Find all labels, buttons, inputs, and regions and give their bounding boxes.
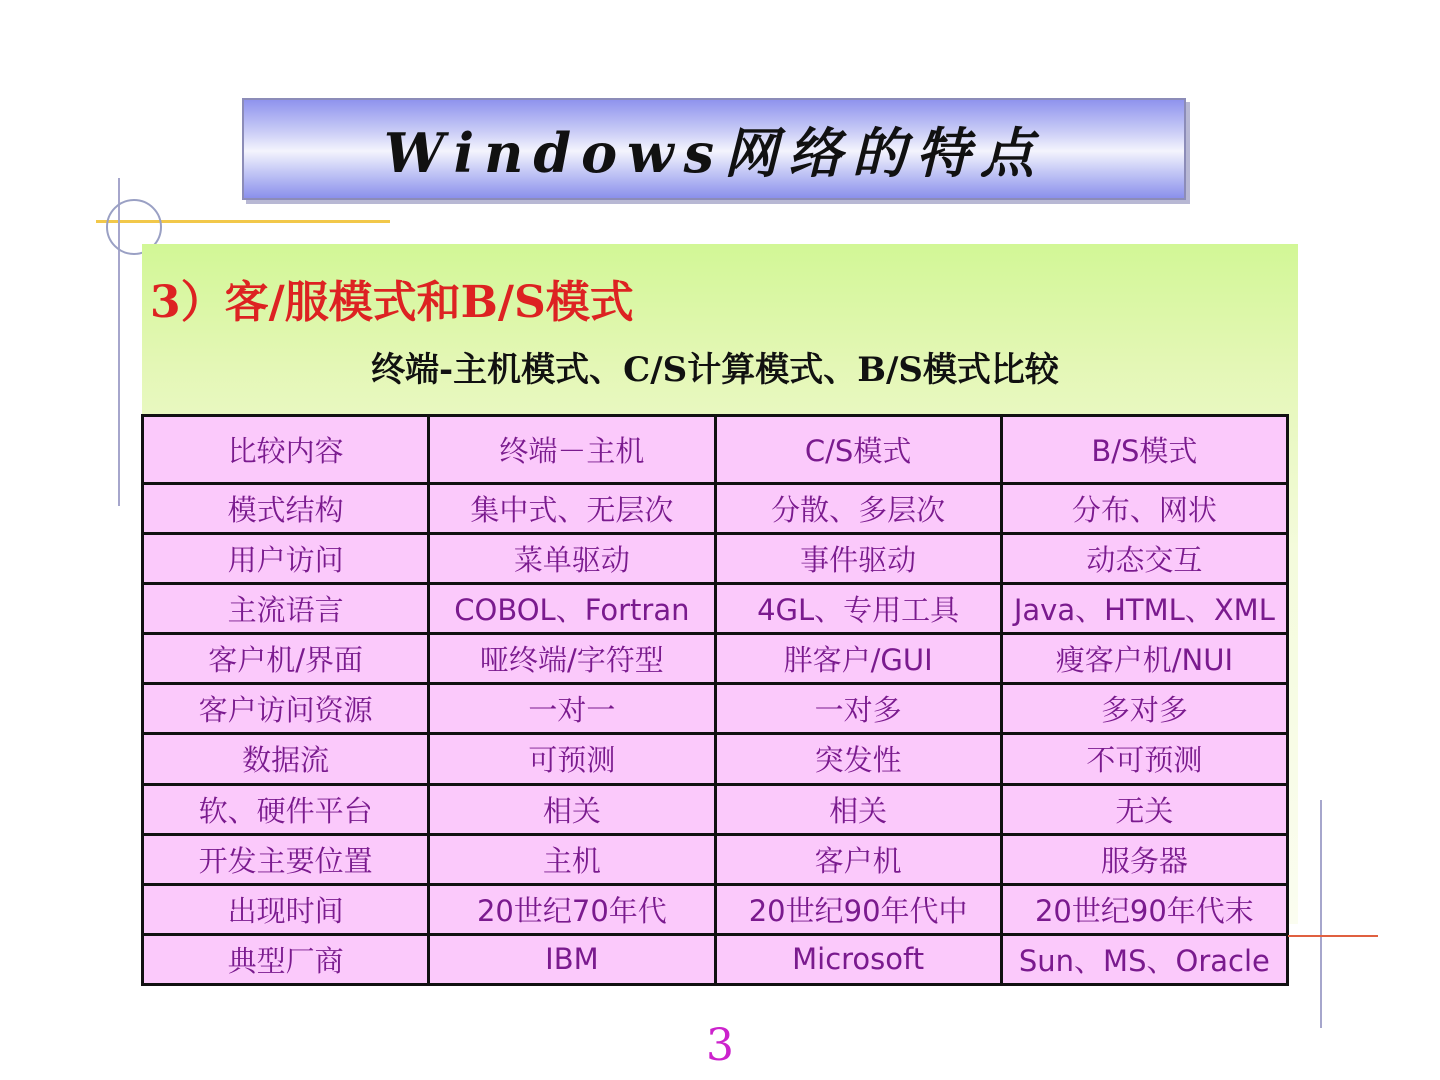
table-cell: 菜单驱动 xyxy=(429,533,715,583)
table-cell: 哑终端/字符型 xyxy=(429,634,715,684)
table-cell: 动态交互 xyxy=(1001,533,1287,583)
table-cell: COBOL、Fortran xyxy=(429,584,715,634)
table-cell: 相关 xyxy=(429,784,715,834)
table-row xyxy=(143,784,1288,834)
table-cell: 突发性 xyxy=(715,734,1001,784)
table-cell: 多对多 xyxy=(1001,684,1287,734)
table-cell: 软、硬件平台 xyxy=(143,784,429,834)
header-cell: B/S模式 xyxy=(1001,416,1287,484)
table-caption: 终端-主机模式、C/S计算模式、B/S模式比较 xyxy=(371,350,1059,390)
table-cell: 分布、网状 xyxy=(1001,483,1287,533)
table-cell: 数据流 xyxy=(143,734,429,784)
table-cell: 主机 xyxy=(429,834,715,884)
table-cell: 出现时间 xyxy=(143,884,429,934)
table-cell: Java、HTML、XML xyxy=(1001,584,1287,634)
table-cell: 20世纪70年代 xyxy=(429,884,715,934)
page-number: 3 xyxy=(706,1020,734,1071)
table-cell: 相关 xyxy=(715,784,1001,834)
table-cell: 集中式、无层次 xyxy=(429,483,715,533)
table-row xyxy=(143,483,1288,533)
header-cell: C/S模式 xyxy=(715,416,1001,484)
table-cell: 一对多 xyxy=(715,684,1001,734)
table-header-row xyxy=(143,416,1288,484)
table-cell: IBM xyxy=(429,934,715,984)
table-cell: 客户访问资源 xyxy=(143,684,429,734)
slide-title: Windows网络的特点 xyxy=(383,120,1045,185)
header-cell: 终端－主机 xyxy=(429,416,715,484)
table-cell: 胖客户/GUI xyxy=(715,634,1001,684)
table-cell: 模式结构 xyxy=(143,483,429,533)
table-cell: Sun、MS、Oracle xyxy=(1001,934,1287,984)
table-cell: 客户机/界面 xyxy=(143,634,429,684)
table-row xyxy=(143,684,1288,734)
table-cell: 用户访问 xyxy=(143,533,429,583)
table-row xyxy=(143,634,1288,684)
table-row xyxy=(143,533,1288,583)
table-row xyxy=(143,734,1288,784)
table-cell: 4GL、专用工具 xyxy=(715,584,1001,634)
decorative-line-right xyxy=(1320,800,1322,1028)
table-cell: 客户机 xyxy=(715,834,1001,884)
table-cell: 可预测 xyxy=(429,734,715,784)
table-cell: 不可预测 xyxy=(1001,734,1287,784)
table-row xyxy=(143,584,1288,634)
table-cell: 20世纪90年代末 xyxy=(1001,884,1287,934)
table-cell: 事件驱动 xyxy=(715,533,1001,583)
table-cell: 一对一 xyxy=(429,684,715,734)
table-cell: 服务器 xyxy=(1001,834,1287,884)
table-cell: 主流语言 xyxy=(143,584,429,634)
table-cell: 20世纪90年代中 xyxy=(715,884,1001,934)
header-cell: 比较内容 xyxy=(143,416,429,484)
decorative-line-red xyxy=(1288,935,1378,937)
table-cell: 无关 xyxy=(1001,784,1287,834)
table-cell: 瘦客户机/NUI xyxy=(1001,634,1287,684)
comparison-table xyxy=(141,414,1289,986)
table-cell: 典型厂商 xyxy=(143,934,429,984)
section-heading: 3）客/服模式和B/S模式 xyxy=(150,277,634,328)
table-row xyxy=(143,934,1288,984)
table-cell: 分散、多层次 xyxy=(715,483,1001,533)
table-cell: Microsoft xyxy=(715,934,1001,984)
title-banner xyxy=(242,98,1186,200)
table-cell: 开发主要位置 xyxy=(143,834,429,884)
table-row xyxy=(143,884,1288,934)
table-row xyxy=(143,834,1288,884)
